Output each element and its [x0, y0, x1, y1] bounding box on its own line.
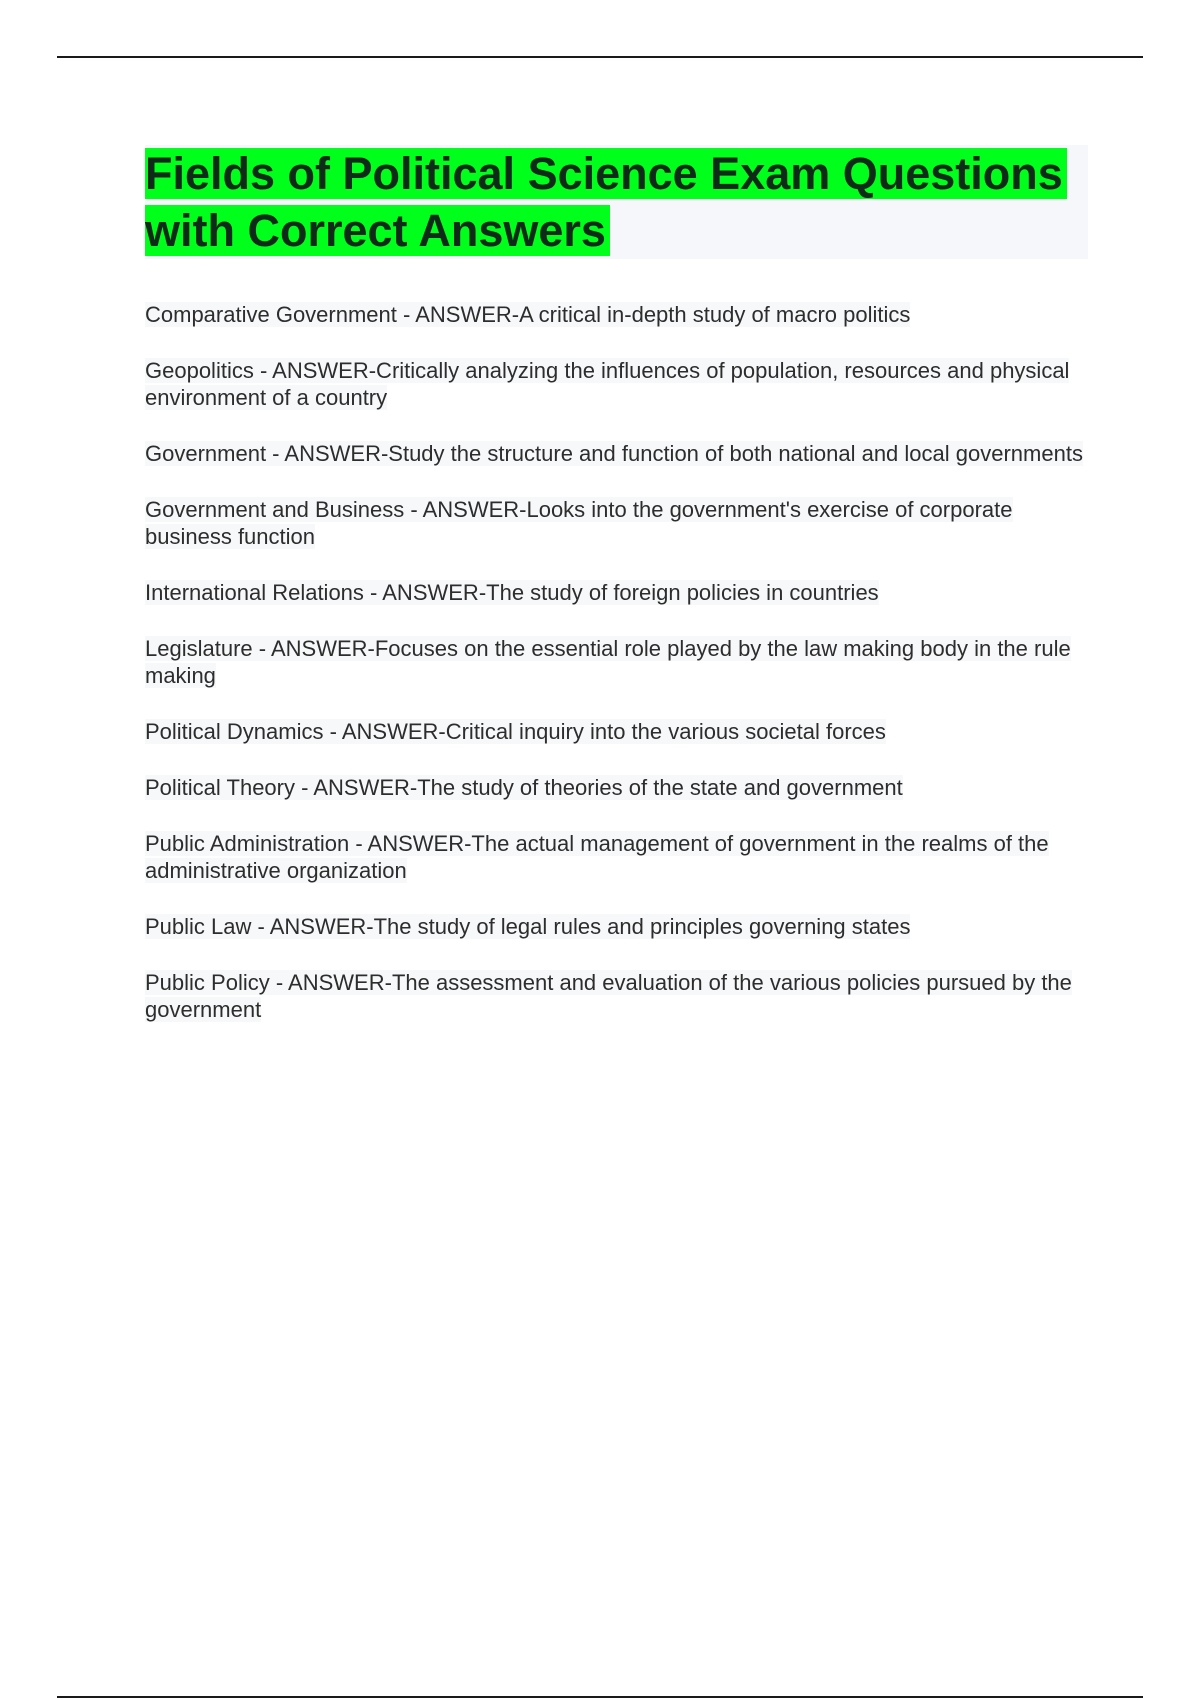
qa-item — [145, 579, 1088, 606]
qa-item — [145, 969, 1088, 1023]
qa-item-text: International Relations - ANSWER-The study of foreign policies in countries — [145, 580, 879, 605]
qa-list — [145, 301, 1088, 1023]
qa-item-text: Government and Business - ANSWER-Looks into the government's exercise of corporate business function — [145, 497, 1013, 549]
qa-item — [145, 301, 1088, 328]
qa-item — [145, 635, 1088, 689]
qa-item — [145, 496, 1088, 550]
title-block — [145, 145, 1088, 259]
qa-item — [145, 830, 1088, 884]
qa-item-text: Geopolitics - ANSWER-Critically analyzing the influences of population, resources and physical environment of a country — [145, 358, 1070, 410]
qa-item — [145, 357, 1088, 411]
header-rule — [57, 56, 1143, 58]
footer-rule — [57, 1696, 1143, 1698]
qa-item-text: Comparative Government - ANSWER-A critical in-depth study of macro politics — [145, 302, 911, 327]
qa-item — [145, 718, 1088, 745]
document-title-text: Fields of Political Science Exam Questions with Correct Answers — [145, 148, 1067, 256]
qa-item-text: Political Theory - ANSWER-The study of theories of the state and government — [145, 775, 903, 800]
qa-item-text: Political Dynamics - ANSWER-Critical inquiry into the various societal forces — [145, 719, 886, 744]
qa-item — [145, 440, 1088, 467]
qa-item-text: Public Administration - ANSWER-The actual management of government in the realms of the administrative organization — [145, 831, 1049, 883]
qa-item-text: Public Law - ANSWER-The study of legal rules and principles governing states — [145, 914, 911, 939]
qa-item-text: Public Policy - ANSWER-The assessment and evaluation of the various policies pursued by the government — [145, 970, 1072, 1022]
qa-item-text: Legislature - ANSWER-Focuses on the essential role played by the law making body in the rule making — [145, 636, 1071, 688]
qa-item — [145, 774, 1088, 801]
qa-item-text: Government - ANSWER-Study the structure and function of both national and local governments — [145, 441, 1083, 466]
qa-item — [145, 913, 1088, 940]
document-title — [145, 145, 1088, 259]
document-body — [145, 145, 1088, 1052]
